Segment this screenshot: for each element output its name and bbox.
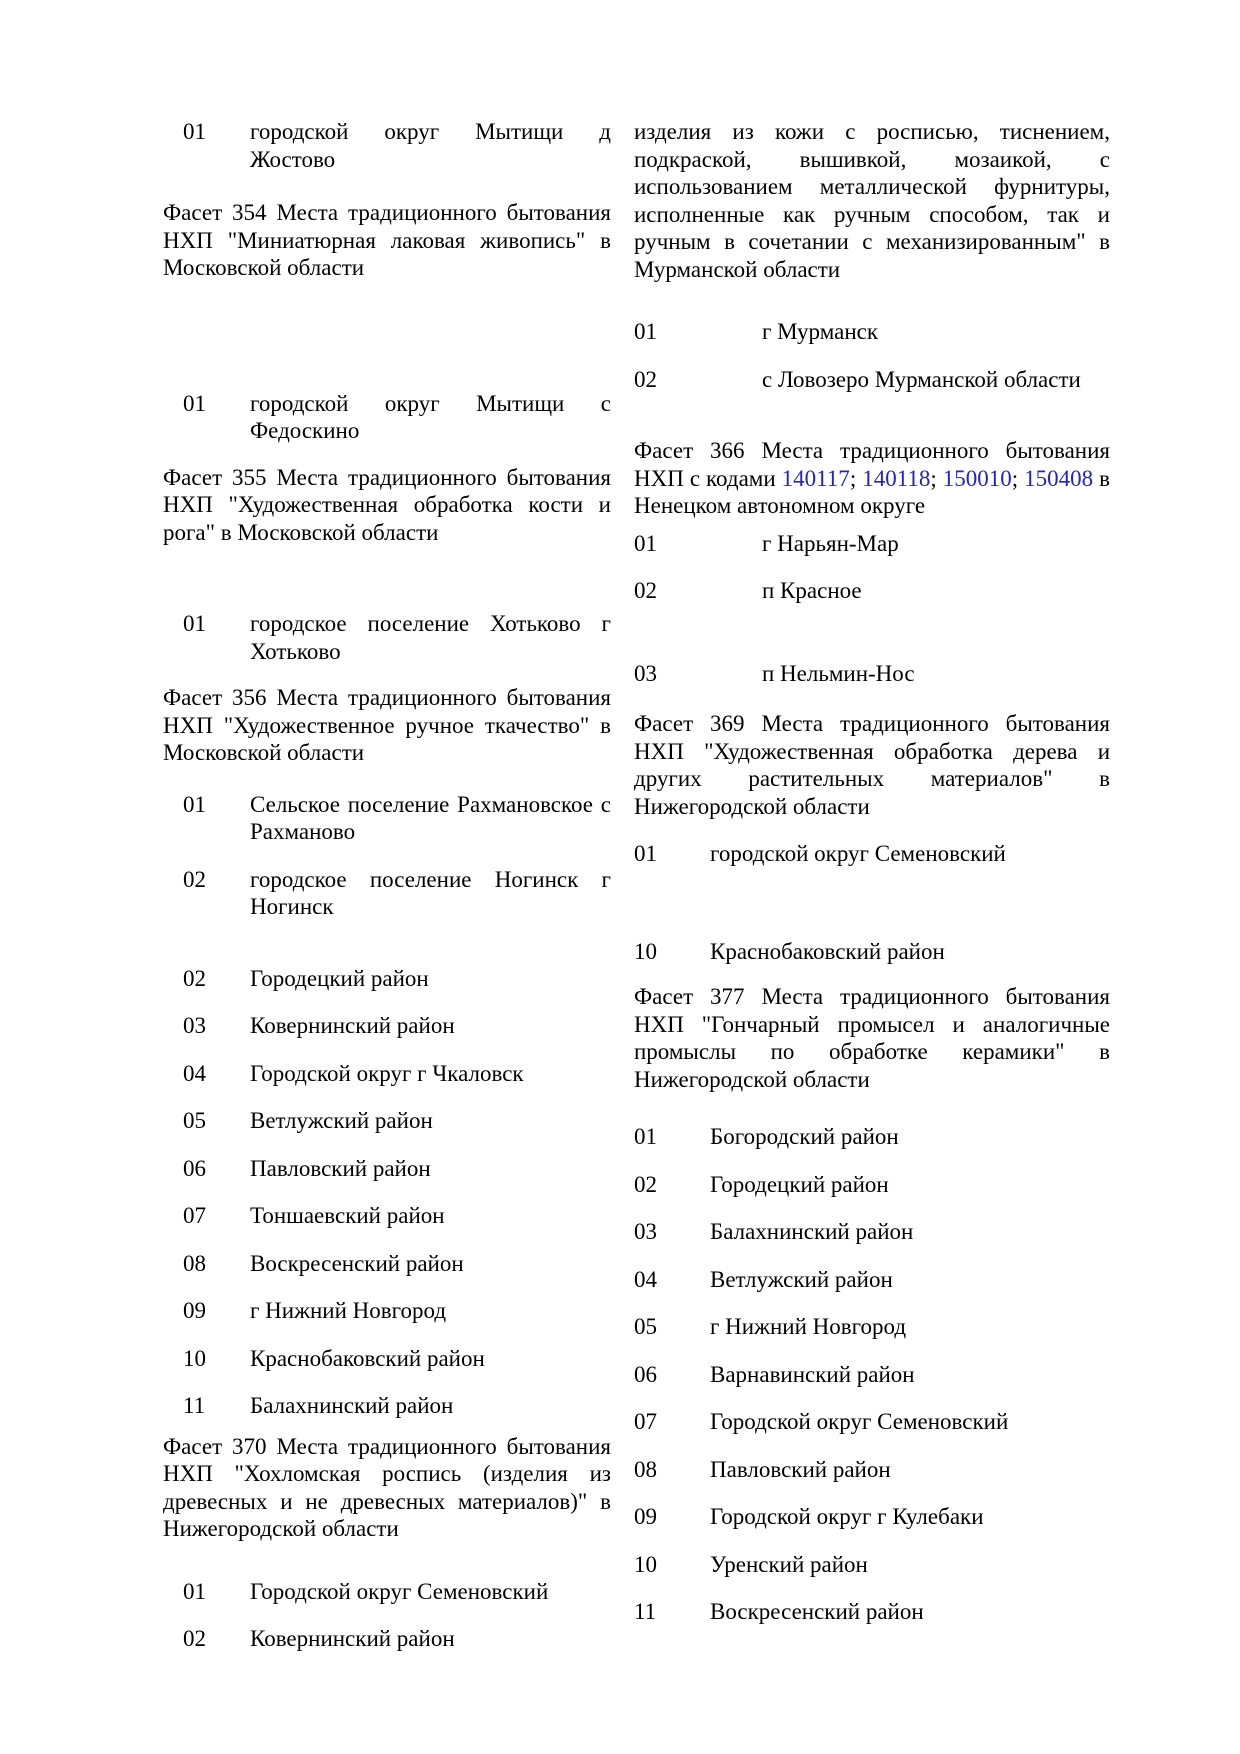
text-line: НХП "Гончарный промысел и аналогичные — [634, 1011, 1110, 1037]
text-line: Фасет 369 Места традиционного бытования — [634, 711, 1110, 736]
entry-text — [762, 660, 1110, 688]
entry-text — [762, 318, 1110, 346]
entry-text — [762, 366, 1110, 394]
entry-code: 07 — [183, 1203, 206, 1228]
entry-text — [250, 390, 611, 445]
entry-row — [163, 1202, 611, 1230]
text-line: Краснобаковский район — [250, 1345, 485, 1371]
entry-code: 01 — [183, 791, 206, 817]
text-line: Ногинск — [250, 894, 334, 919]
entry-code: 08 — [183, 1250, 206, 1276]
text-line: НХП "Художественное ручное ткачество" в — [163, 712, 611, 738]
text-line: Московской области — [163, 740, 365, 765]
text-line: городской округ Мытищи с — [250, 390, 611, 416]
entry-code: 05 — [183, 1108, 206, 1133]
text-line: Уренский район — [710, 1551, 868, 1577]
entry-row — [634, 1171, 1110, 1199]
entry-code: 11 — [634, 1599, 657, 1624]
entry-text — [762, 530, 1110, 558]
entry-code: 02 — [634, 578, 657, 603]
text-line: с Ловозеро Мурманской области — [762, 366, 1081, 392]
text-line: г Мурманск — [762, 319, 879, 344]
entry-row — [163, 1345, 611, 1373]
entry-code: 03 — [183, 1013, 206, 1038]
text-line: древесных и не древесных материалов)" в — [163, 1488, 611, 1514]
text-line: г Нижний Новгород — [710, 1314, 907, 1339]
code-link[interactable]: 140118 — [862, 465, 931, 491]
text-line: г Нарьян-Мар — [762, 530, 899, 556]
code-link[interactable]: 150408 — [1024, 465, 1094, 491]
entry-row — [634, 366, 1110, 394]
entry-code: 10 — [634, 938, 657, 964]
text-line — [634, 465, 1110, 493]
entry-text — [710, 1313, 1110, 1341]
entry-text — [710, 1598, 1110, 1626]
ceramics-list — [634, 1123, 1110, 1626]
entry-row — [634, 1551, 1110, 1579]
text-span: НХП с кодами — [634, 465, 782, 491]
text-line: Варнавинский район — [710, 1361, 915, 1387]
entry-text — [250, 1107, 611, 1135]
nenets-list — [634, 530, 1110, 605]
entry-text — [710, 1361, 1110, 1389]
text-line: городское поселение Хотьково г — [250, 611, 611, 636]
text-line: Городской округ г Чкаловск — [250, 1060, 524, 1086]
text-span: в — [1093, 465, 1110, 491]
entry-row — [634, 1361, 1110, 1389]
entry-row — [634, 530, 1110, 558]
entry-code: 04 — [634, 1266, 657, 1292]
district-list — [163, 965, 611, 1420]
text-line: Ветлужский район — [250, 1108, 433, 1133]
text-line: изделия из кожи с росписью, тиснением, — [634, 119, 1110, 144]
entry-text — [250, 1012, 611, 1040]
entry-code: 02 — [634, 366, 657, 392]
facet-377-heading — [634, 983, 1110, 1093]
text-line: Богородский район — [710, 1124, 899, 1149]
text-line: Воскресенский район — [250, 1250, 464, 1276]
text-line: рога" в Московской области — [163, 519, 439, 545]
entry-code: 02 — [183, 866, 206, 892]
text-line: Рахманово — [250, 819, 356, 844]
entry-text — [710, 1266, 1110, 1294]
text-line: Федоскино — [250, 418, 360, 443]
text-line: НХП "Миниатюрная лаковая живопись" в — [163, 227, 611, 253]
facet-356-heading — [163, 684, 611, 767]
entry-krasnobakovsky — [634, 938, 1110, 966]
entry-row — [163, 1107, 611, 1135]
entry-code: 11 — [183, 1393, 206, 1418]
entry-code: 01 — [634, 1124, 657, 1149]
entry-text — [250, 1625, 611, 1653]
entry-row — [634, 1408, 1110, 1436]
text-line: Московской области — [163, 255, 365, 280]
entry-rakhmanovo — [163, 791, 611, 846]
entry-code: 09 — [183, 1298, 206, 1323]
text-span: ; — [849, 465, 863, 491]
entry-noginsk — [163, 866, 611, 921]
text-span: ; — [930, 465, 943, 491]
text-line: НХП "Хохломская роспись (изделия из — [163, 1461, 611, 1486]
text-line: Балахнинский район — [710, 1219, 914, 1244]
entry-text — [250, 1297, 611, 1325]
entry-code: 03 — [634, 660, 657, 686]
text-line: Городецкий район — [710, 1171, 889, 1197]
text-line: ручным в сочетании с механизированным" в — [634, 229, 1110, 254]
text-line: Фасет 366 Места традиционного бытования — [634, 438, 1110, 463]
text-line: Ковернинский район — [250, 1626, 455, 1651]
entry-code: 01 — [183, 1578, 206, 1604]
entry-row — [163, 1060, 611, 1088]
entry-row — [634, 1218, 1110, 1246]
text-line: Павловский район — [710, 1456, 891, 1482]
entry-text — [710, 1503, 1110, 1531]
entry-text — [250, 1155, 611, 1183]
text-line: НХП "Художественная обработка кости и — [163, 492, 611, 517]
entry-text — [710, 938, 1110, 966]
code-link[interactable]: 140117 — [781, 465, 850, 491]
entry-text — [250, 610, 611, 665]
entry-text — [710, 1218, 1110, 1246]
text-line: городской округ Мытищи д Жостово — [250, 119, 611, 172]
left-column — [163, 118, 611, 1653]
right-column — [634, 118, 1110, 1626]
text-line: исполненные как ручным способом, так и — [634, 201, 1110, 227]
text-line: Городской округ Семеновский — [710, 1409, 1009, 1434]
text-line: г Нижний Новгород — [250, 1298, 447, 1323]
entry-row — [163, 965, 611, 993]
entry-row — [163, 1392, 611, 1420]
entry-code: 06 — [634, 1361, 657, 1387]
entry-code: 07 — [634, 1409, 657, 1434]
text-line: Нижегородской области — [634, 793, 870, 819]
khokhloma-list — [163, 1578, 611, 1653]
entry-row — [163, 1625, 611, 1653]
facet-366-heading — [634, 437, 1110, 520]
entry-code: 03 — [634, 1219, 657, 1244]
entry-row — [634, 1313, 1110, 1341]
entry-semenovsky — [634, 840, 1110, 868]
text-line: Городской округ Семеновский — [250, 1578, 549, 1604]
entry-code: 06 — [183, 1155, 206, 1181]
entry-code: 02 — [183, 1626, 206, 1651]
text-line: НХП "Художественная обработка дерева и — [634, 738, 1110, 764]
text-line: Городецкий район — [250, 965, 429, 991]
entry-text — [250, 1250, 611, 1278]
entry-row — [634, 1503, 1110, 1531]
entry-text — [250, 965, 611, 993]
murmansk-list — [634, 318, 1110, 393]
code-link[interactable]: 150010 — [942, 465, 1012, 491]
entry-row — [163, 1155, 611, 1183]
entry-row — [634, 577, 1110, 605]
entry-text — [250, 791, 611, 846]
entry-khotkovo — [163, 610, 611, 665]
entry-code: 01 — [634, 319, 657, 344]
entry-code: 05 — [634, 1314, 657, 1339]
text-line: Нижегородской области — [634, 1066, 870, 1092]
text-line: Нижегородской области — [163, 1516, 399, 1541]
entry-code: 01 — [634, 530, 657, 556]
entry-text — [250, 866, 611, 921]
text-line: промыслы по обработке керамики" в — [634, 1039, 1110, 1064]
entry-fedoskino — [163, 390, 611, 445]
entry-code: 09 — [634, 1504, 657, 1529]
text-line: подкраской, вышивкой, мозаикой, с — [634, 146, 1110, 172]
murmansk-description-paragraph — [634, 118, 1110, 283]
entry-text — [250, 1202, 611, 1230]
entry-code: 01 — [634, 841, 657, 866]
text-line: Сельское поселение Рахмановское с — [250, 791, 611, 817]
entry-row — [163, 1578, 611, 1606]
entry-text — [710, 1456, 1110, 1484]
text-line: Фасет 356 Места традиционного бытования — [163, 685, 611, 710]
text-line: Городской округ г Кулебаки — [710, 1504, 984, 1529]
entry-code: 01 — [183, 611, 206, 636]
entry-row — [634, 1456, 1110, 1484]
entry-code: 10 — [634, 1551, 657, 1577]
facet-370-heading — [163, 1433, 611, 1543]
entry-row — [634, 1598, 1110, 1626]
entry-text — [762, 577, 1110, 605]
text-line: использованием металлической фурнитуры, — [634, 174, 1110, 199]
text-line: Павловский район — [250, 1155, 431, 1181]
entry-text — [250, 1392, 611, 1420]
entry-text — [710, 1171, 1110, 1199]
text-line: городской округ Семеновский — [710, 841, 1006, 866]
text-line: Балахнинский район — [250, 1393, 454, 1418]
entry-text — [710, 840, 1110, 868]
entry-row — [163, 1297, 611, 1325]
entry-code: 02 — [183, 965, 206, 991]
text-line: Хотьково — [250, 638, 341, 664]
text-line: Ненецком автономном округе — [634, 493, 926, 518]
entry-code: 01 — [183, 119, 206, 144]
entry-nelmin-nos — [634, 660, 1110, 688]
text-line: Фасет 370 Места традиционного бытования — [163, 1433, 611, 1459]
entry-text — [250, 118, 611, 173]
text-line: Фасет 355 Места традиционного бытования — [163, 464, 611, 490]
text-line: Воскресенский район — [710, 1599, 924, 1624]
facet-355-heading — [163, 464, 611, 547]
text-line: п Красное — [762, 578, 862, 603]
entry-code: 02 — [634, 1171, 657, 1197]
facet-354-heading — [163, 199, 611, 282]
entry-text — [250, 1060, 611, 1088]
text-line: Мурманской области — [634, 256, 841, 282]
entry-row — [163, 1012, 611, 1040]
text-line: Ковернинский район — [250, 1013, 455, 1038]
entry-code: 08 — [634, 1456, 657, 1482]
entry-text — [710, 1551, 1110, 1579]
entry-zhostovo — [163, 118, 611, 173]
text-line: Фасет 377 Места традиционного бытования — [634, 984, 1110, 1009]
text-line: городское поселение Ногинск г — [250, 866, 611, 892]
text-line: Фасет 354 Места традиционного бытования — [163, 200, 611, 225]
text-line: Тоншаевский район — [250, 1203, 445, 1228]
text-line: Ветлужский район — [710, 1266, 893, 1292]
facet-369-heading — [634, 710, 1110, 820]
text-line: Краснобаковский район — [710, 938, 945, 964]
text-line: других растительных материалов" в — [634, 766, 1110, 791]
entry-row — [163, 1250, 611, 1278]
entry-text — [250, 1345, 611, 1373]
text-span: ; — [1011, 465, 1025, 491]
entry-code: 01 — [183, 390, 206, 416]
entry-text — [710, 1408, 1110, 1436]
entry-row — [634, 1123, 1110, 1151]
entry-row — [634, 318, 1110, 346]
text-line: п Нельмин-Нос — [762, 660, 915, 686]
entry-code: 10 — [183, 1345, 206, 1371]
entry-code: 04 — [183, 1060, 206, 1086]
entry-row — [634, 1266, 1110, 1294]
entry-text — [250, 1578, 611, 1606]
entry-text — [710, 1123, 1110, 1151]
